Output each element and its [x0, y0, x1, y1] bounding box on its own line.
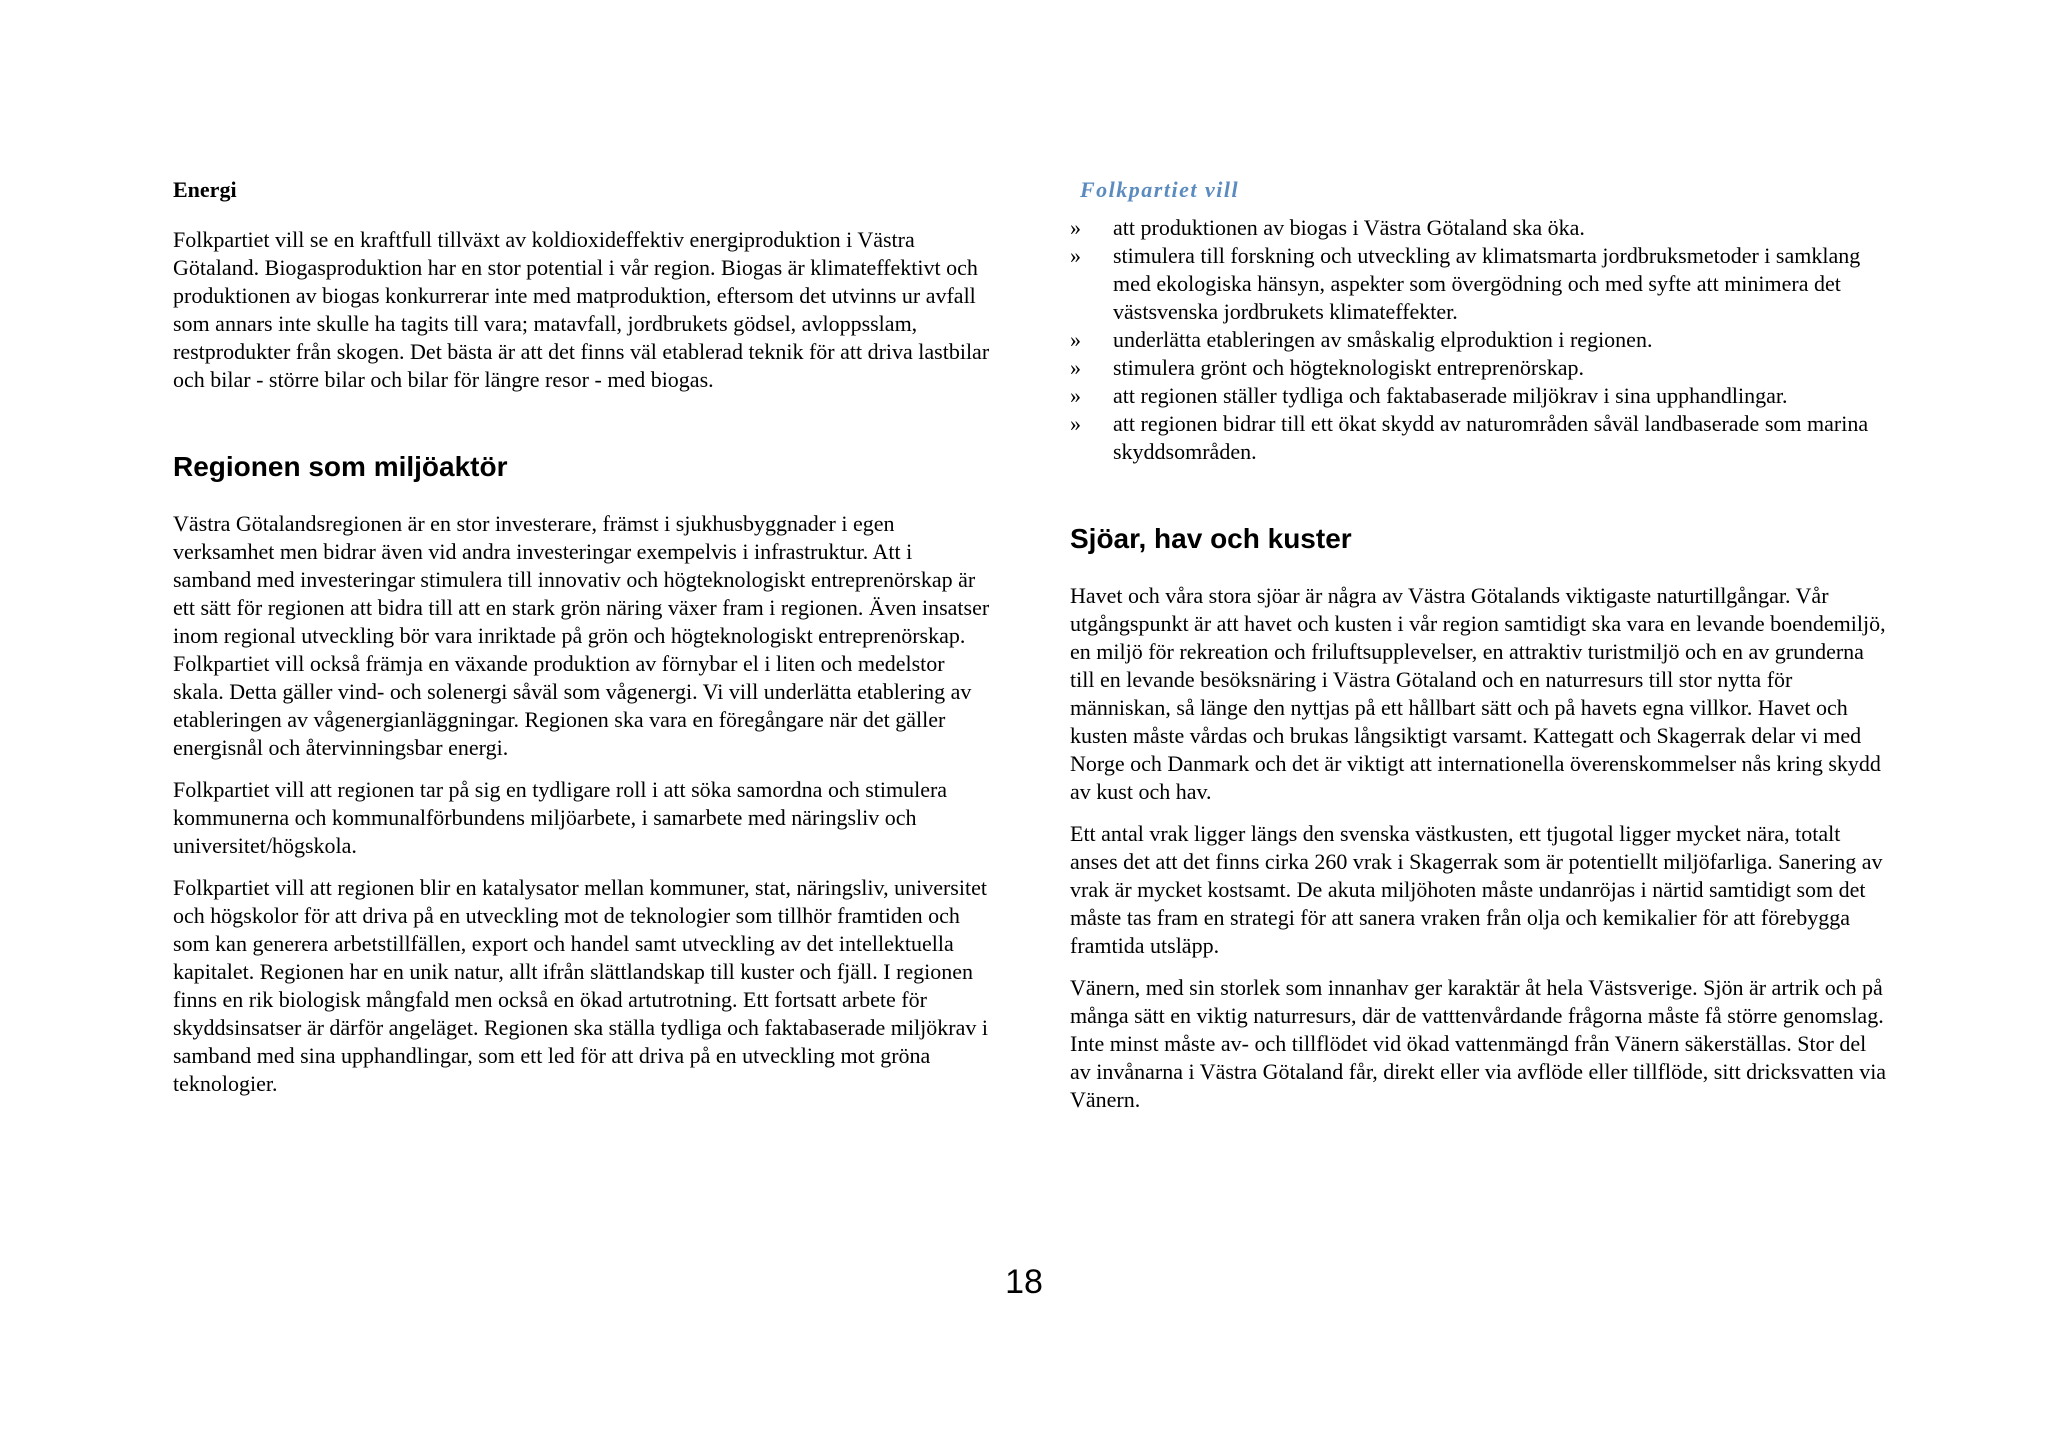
- bullet-marker: »: [1070, 355, 1081, 380]
- list-item: [1070, 214, 1890, 242]
- sea-paragraph-3: Vänern, med sin storlek som innanhav ger karaktär åt hela Västsverige. Sjön är artrik och på många sätt en viktig naturresurs, där de vatttenvårdande frågorna måste få större genomslag. Inte minst måste av- och tillflödet vid ökad vattenmängd från Vänern säkerställas. Stor del av invånarna i Västra Götaland får, direkt eller via avflöde eller tillflöde, sitt dricksvatten via Vänern.: [1070, 975, 1887, 1112]
- region-paragraph-1: Västra Götalandsregionen är en stor investerare, främst i sjukhusbyggnader i egen verksamhet men bidrar även vid andra investeringar exempelvis i infrastruktur. Att i samband med investeringar stimulera till innovativ och högteknologiskt entreprenörskap är ett sätt för regionen att bidra till att en stark grön näring växer fram i regionen. Även insatser inom regional utveckling bör vara inriktade på grön och högteknologiskt entreprenörskap. Folkpartiet vill också främja en växande produktion av förnybar el i liten och medelstor skala. Detta gäller vind- och solenergi såväl som vågenergi. Vi vill underlätta etablering av etableringen av vågenergianläggningar. Regionen ska vara en föregångare när det gäller energisnål och återvinningsbar energi.: [173, 511, 990, 760]
- list-item-text: att produktionen av biogas i Västra Götaland ska öka.: [1113, 215, 1585, 240]
- list-item-text: stimulera till forskning och utveckling av klimatsmarta jordbruksmetoder i samklang med ekologiska hänsyn, aspekter som övergödning och med syfte att minimera det västsvenska jordbrukets klimateffekter.: [1113, 243, 1861, 324]
- list-item-text: att regionen ställer tydliga och faktabaserade miljökrav i sina upphandlingar.: [1113, 383, 1788, 408]
- list-item: [1070, 242, 1890, 326]
- energy-paragraph: Folkpartiet vill se en kraftfull tillväxt av koldioxideffektiv energiproduktion i Västra Götaland. Biogasproduktion har en stor potential i vår region. Biogas är klimateffektivt och produktionen av biogas konkurrerar inte med matproduktion, eftersom det utvinns ur avfall som annars inte skulle ha tagits till vara; matavfall, jordbrukets gödsel, avloppsslam, restprodukter från skogen. Det bästa är att det finns väl etablerad teknik för att driva lastbilar och bilar - större bilar och bilar för längre resor - med biogas.: [173, 227, 990, 392]
- bullet-marker: »: [1070, 411, 1081, 436]
- folkpartiet-vill-heading: Folkpartiet vill: [1080, 177, 1240, 202]
- list-item-text: underlätta etableringen av småskalig elproduktion i regionen.: [1113, 327, 1653, 352]
- list-item-text: stimulera grönt och högteknologiskt entreprenörskap.: [1113, 355, 1585, 380]
- left-column: [173, 170, 993, 1098]
- region-paragraph-3: Folkpartiet vill att regionen blir en katalysator mellan kommuner, stat, näringsliv, universitet och högskolor för att driva på en utveckling mot de teknologier som tillhör framtiden och som kan generera arbetstillfällen, export och handel samt utveckling av det intellektuella kapitalet. Regionen har en unik natur, allt ifrån slättlandskap till kuster och fjäll. I regionen finns en rik biologisk mångfald men också en ökad artutrotning. Ett fortsatt arbete för skyddsinsatser är därför angeläget. Regionen ska ställa tydliga och faktabaserade miljökrav i samband med sina upphandlingar, som ett led för att driva på en utveckling mot gröna teknologier.: [173, 875, 988, 1096]
- bullet-marker: »: [1070, 215, 1081, 240]
- list-item-text: att regionen bidrar till ett ökat skydd av naturområden såväl landbaserade som marina skyddsområden.: [1113, 411, 1869, 464]
- page-number: 18: [1005, 1263, 1043, 1301]
- right-column: [1070, 170, 1890, 1114]
- bullet-marker: »: [1070, 327, 1081, 352]
- energy-heading: Energi: [173, 177, 237, 202]
- region-heading: Regionen som miljöaktör: [173, 451, 508, 482]
- sea-paragraph-2: Ett antal vrak ligger längs den svenska västkusten, ett tjugotal ligger mycket nära, totalt anses det att det finns cirka 260 vrak i Skagerrak som är potentiellt miljöfarliga. Sanering av vrak är mycket kostsamt. De akuta miljöhoten måste undanröjas i närtid samtidigt som det måste tas fram en strategi för att sanera vraken från olja och kemikalier för att förebygga framtida utsläpp.: [1070, 821, 1883, 958]
- policy-bullet-list: [1070, 214, 1890, 466]
- list-item: [1070, 382, 1890, 410]
- region-paragraph-2: Folkpartiet vill att regionen tar på sig en tydligare roll i att söka samordna och stimulera kommunerna och kommunalförbundens miljöarbete, i samarbete med näringsliv och universitet/högskola.: [173, 777, 948, 858]
- list-item: [1070, 326, 1890, 354]
- bullet-marker: »: [1070, 243, 1081, 268]
- sea-paragraph-1: Havet och våra stora sjöar är några av Västra Götalands viktigaste naturtillgångar. Vår utgångspunkt är att havet och kusten i vår region samtidigt ska vara en levande boendemiljö, en miljö för rekreation och friluftsupplevelser, en attraktiv turistmiljö och en av grunderna till en levande besöksnäring i Västra Götaland och en naturresurs till stor nytta för människan, så länge den nyttjas på ett hållbart sätt och på havets egna villkor. Havet och kusten måste vårdas och brukas långsiktigt varsamt. Kattegatt och Skagerrak delar vi med Norge och Danmark och det är viktigt att internationella överenskommelser nås kring skydd av kust och hav.: [1070, 583, 1886, 804]
- sea-heading: Sjöar, hav och kuster: [1070, 523, 1352, 554]
- list-item: [1070, 354, 1890, 382]
- bullet-marker: »: [1070, 383, 1081, 408]
- list-item: [1070, 410, 1890, 466]
